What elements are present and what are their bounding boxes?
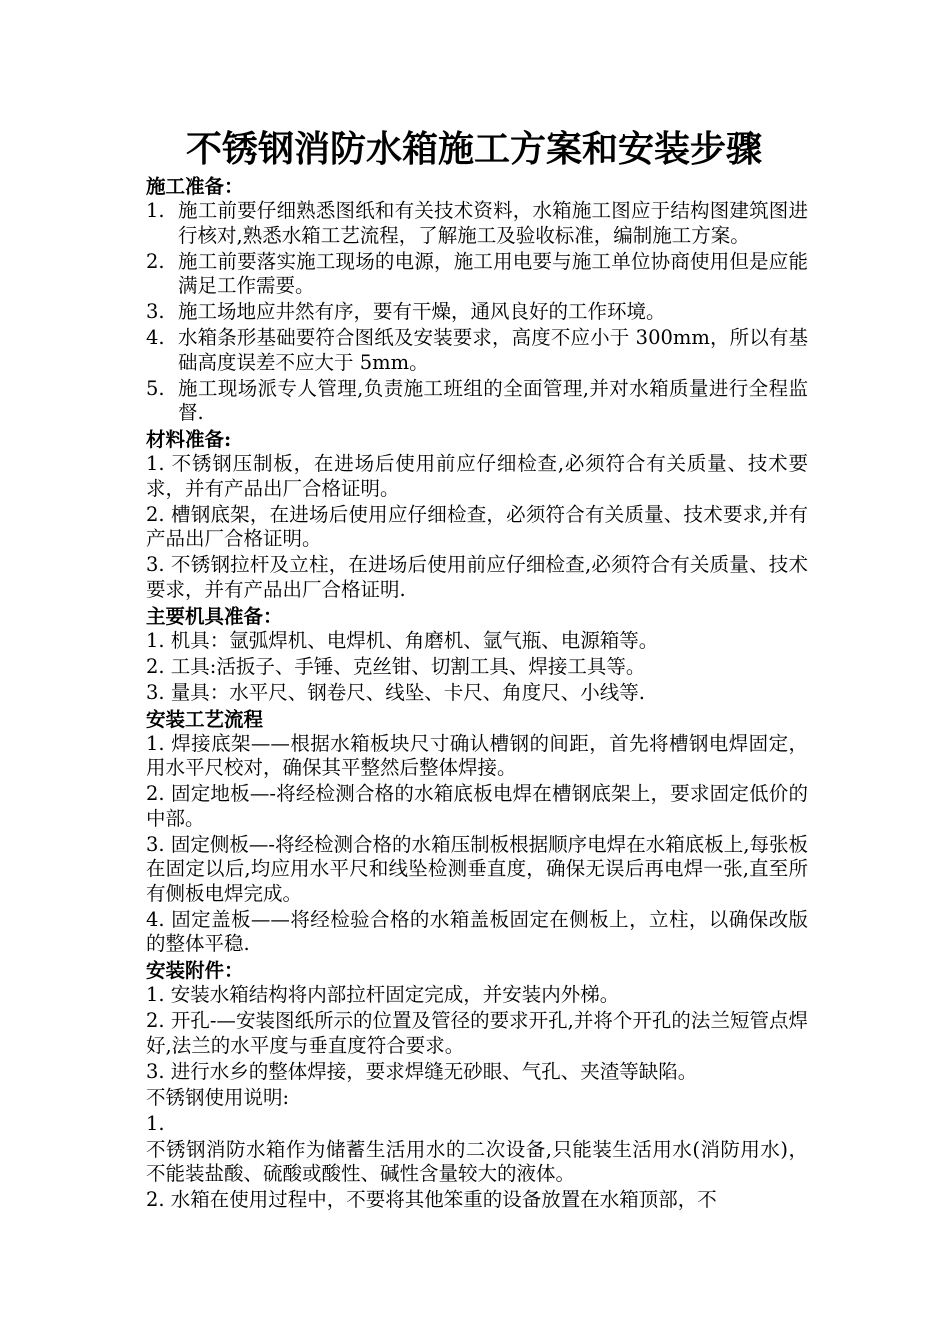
list-item — [146, 199, 808, 248]
list-item-text: 施工前要落实施工现场的电源，施工用电要与施工单位协商使用但是应能满足工作需要。 — [178, 249, 808, 297]
section-heading: 安装工艺流程 — [146, 707, 264, 731]
list-item — [146, 300, 808, 325]
paragraph: 1. 机具：氩弧焊机、电焊机、角磨机、氩气瓶、电源箱等。 — [146, 628, 659, 652]
paragraph: 1. 安装水箱结构将内部拉杆固定完成，并安装内外梯。 — [146, 983, 620, 1006]
section-heading: 主要机具准备： — [146, 604, 283, 628]
section-install-process — [146, 707, 808, 957]
paragraph: 2. 水箱在使用过程中，不要将其他笨重的设备放置在水箱顶部，不 — [146, 1188, 717, 1211]
section-construction-prep — [146, 174, 808, 426]
numbered-list — [146, 199, 808, 426]
paragraph: 4. 固定盖板——将经检验合格的水箱盖板固定在侧板上，立柱，以确保改版的整体平稳. — [146, 907, 808, 955]
list-item-text: 施工前要仔细熟悉图纸和有关技术资料，水箱施工图应于结构图建筑图进行核对,熟悉水箱工艺流程，了解施工及验收标准，编制施工方案。 — [178, 199, 808, 247]
document-page — [146, 126, 808, 1214]
usage-label: 不锈钢使用说明: — [146, 1085, 290, 1109]
list-number: 2. — [146, 249, 165, 273]
usage-number: 1. — [146, 1111, 165, 1135]
paragraph: 3. 不锈钢拉杆及立柱，在进场后使用前应仔细检查,必须符合有关质量、技术要求，并有产品出厂合格证明. — [146, 553, 808, 601]
paragraph: 1. 焊接底架——根据水箱板块尺寸确认槽钢的间距，首先将槽钢电焊固定，用水平尺校对，确保其平整然后整体焊接。 — [146, 731, 808, 779]
paragraph: 2. 开孔-—安装图纸所示的位置及管径的要求开孔,并将个开孔的法兰短管点焊好,法兰的水平度与垂直度符合要求。 — [146, 1009, 808, 1057]
list-item-text: 施工现场派专人管理,负责施工班组的全面管理,并对水箱质量进行全程监督. — [178, 376, 808, 424]
list-item — [146, 326, 808, 375]
list-item — [146, 250, 808, 299]
section-material-prep — [146, 427, 808, 602]
paragraph: 3. 固定侧板—-将经检测合格的水箱压制板根据顺序电焊在水箱底板上,每张板在固定以后,均应用水平尺和线坠检测垂直度，确保无误后再电焊一张,直至所有侧板电焊完成。 — [146, 832, 808, 905]
list-number: 1. — [146, 199, 165, 222]
section-usage-notes — [146, 1086, 808, 1213]
paragraph: 1. 不锈钢压制板，在进场后使用前应仔细检查,必须符合有关质量、技术要求，并有产品出厂合格证明。 — [146, 452, 808, 500]
section-tools-prep — [146, 604, 808, 706]
list-number: 4. — [146, 326, 165, 349]
paragraph: 3. 量具：水平尺、钢卷尺、线坠、卡尺、角度尺、小线等. — [146, 680, 646, 704]
section-heading: 施工准备： — [146, 175, 244, 198]
list-number: 3. — [146, 300, 165, 323]
section-heading: 材料准备: — [146, 428, 232, 451]
list-item-text: 施工场地应井然有序，要有干燥，通风良好的工作环境。 — [178, 300, 666, 323]
document-title: 不锈钢消防水箱施工方案和安装步骤 — [185, 128, 762, 170]
list-item — [146, 377, 808, 426]
paragraph: 2. 工具:活扳子、手锤、克丝钳、切割工具、焊接工具等。 — [146, 654, 646, 678]
paragraph: 2. 固定地板—-将经检测合格的水箱底板电焊在槽钢底架上，要求固定低价的中部。 — [146, 782, 808, 830]
paragraph: 不锈钢消防水箱作为储蓄生活用水的二次设备,只能装生活用水(消防用水)，不能装盐酸、硫酸或酸性、碱性含量较大的液体。 — [146, 1137, 808, 1185]
paragraph: 3. 进行水乡的整体焊接，要求焊缝无砂眼、气孔、夹渣等缺陷。 — [146, 1059, 698, 1083]
paragraph: 2. 槽钢底架，在进场后使用应仔细检查，必须符合有关质量、技术要求,并有产品出厂合格证明。 — [146, 502, 808, 550]
list-item-text: 水箱条形基础要符合图纸及安装要求，高度不应小于 300mm，所以有基础高度误差不应大于 5mm。 — [178, 326, 808, 374]
section-install-accessories — [146, 958, 808, 1084]
section-heading: 安装附件： — [146, 959, 244, 982]
list-number: 5. — [146, 376, 165, 400]
